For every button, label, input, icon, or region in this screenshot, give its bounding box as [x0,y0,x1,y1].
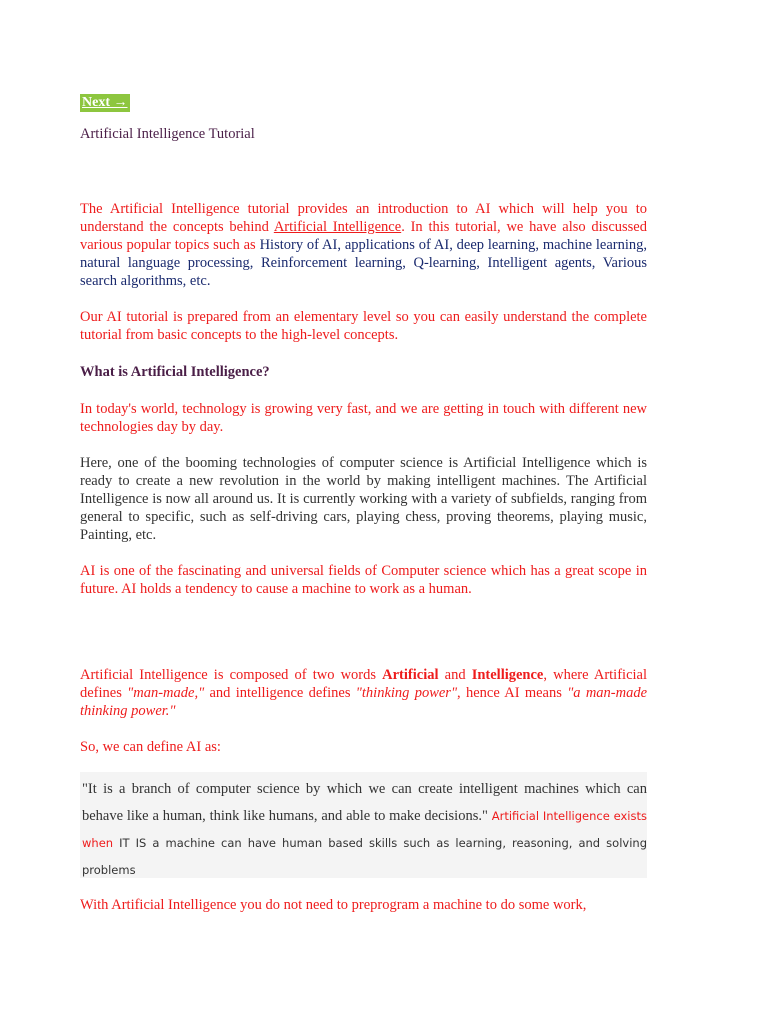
intro-topics: History of AI, applications of AI, deep learning, machine learning, natural language processing, Reinforcement learning, Q-learning, Intelligent agents, Various search algorithms, etc. [80,237,647,289]
p4-text-a: Artificial Intelligence is composed of two words [80,667,383,683]
p4-man-made: "man-made," [127,685,205,701]
definition-quote [80,772,647,878]
intro-text-2: . In this tutorial, we have also discussed various popular topics such as [80,219,647,253]
p4-definition: "a man-made thinking power." [80,685,648,719]
section-paragraph-2: Here, one of the booming technologies of computer science is Artificial Intelligence which is ready to create a new revolution in the world by making intelligent machines. The Artificial Intelligence is now all around us. It is currently working with a variety of subfields, ranging from general to specific, such as self-driving cars, playing chess, proving theorems, playing music, Painting, etc. [80,455,647,543]
p4-word-intelligence: Intelligence [471,667,544,683]
intro-paragraph-2: Our AI tutorial is prepared from an elementary level so you can easily understand the complete tutorial from basic concepts to the high-level concepts. [80,309,647,343]
p4-text-i: , hence AI means [457,685,568,701]
intro-text-1: The Artificial Intelligence tutorial provides an introduction to AI which will help you to understand the concepts behind [80,201,647,235]
quote-red-text: Artificial Intelligence exists when [82,809,647,850]
quote-rest-text: IT IS a machine can have human based skills such as learning, reasoning, and solving problems [82,836,647,877]
p4-thinking-power: "thinking power" [355,685,458,701]
section-paragraph-3: AI is one of the fascinating and universal fields of Computer science which has a great scope in future. AI holds a tendency to cause a machine to work as a human. [80,563,647,597]
section-paragraph-1: In today's world, technology is growing very fast, and we are getting in touch with different new technologies day by day. [80,401,647,435]
next-button[interactable]: Next → [82,95,128,110]
ai-link[interactable]: Artificial Intelligence [273,219,402,235]
p4-word-artificial: Artificial [382,667,439,683]
section-paragraph-6: With Artificial Intelligence you do not need to preprogram a machine to do some work, [80,897,587,913]
p4-text-c: and [438,667,472,683]
page-title: Artificial Intelligence Tutorial [80,126,255,142]
section-heading: What is Artificial Intelligence? [80,364,270,380]
section-paragraph-5: So, we can define AI as: [80,739,221,755]
quote-serif-text: "It is a branch of computer science by which we can create intelligent machines which can behave like a human, think like humans, and able to make decisions." [82,781,647,824]
section-paragraph-4 [80,666,647,720]
intro-paragraph-1 [80,200,647,290]
p4-text-g: and intelligence defines [204,685,356,701]
p4-text-e: , where Artificial defines [80,667,647,701]
quote-content [80,776,647,884]
